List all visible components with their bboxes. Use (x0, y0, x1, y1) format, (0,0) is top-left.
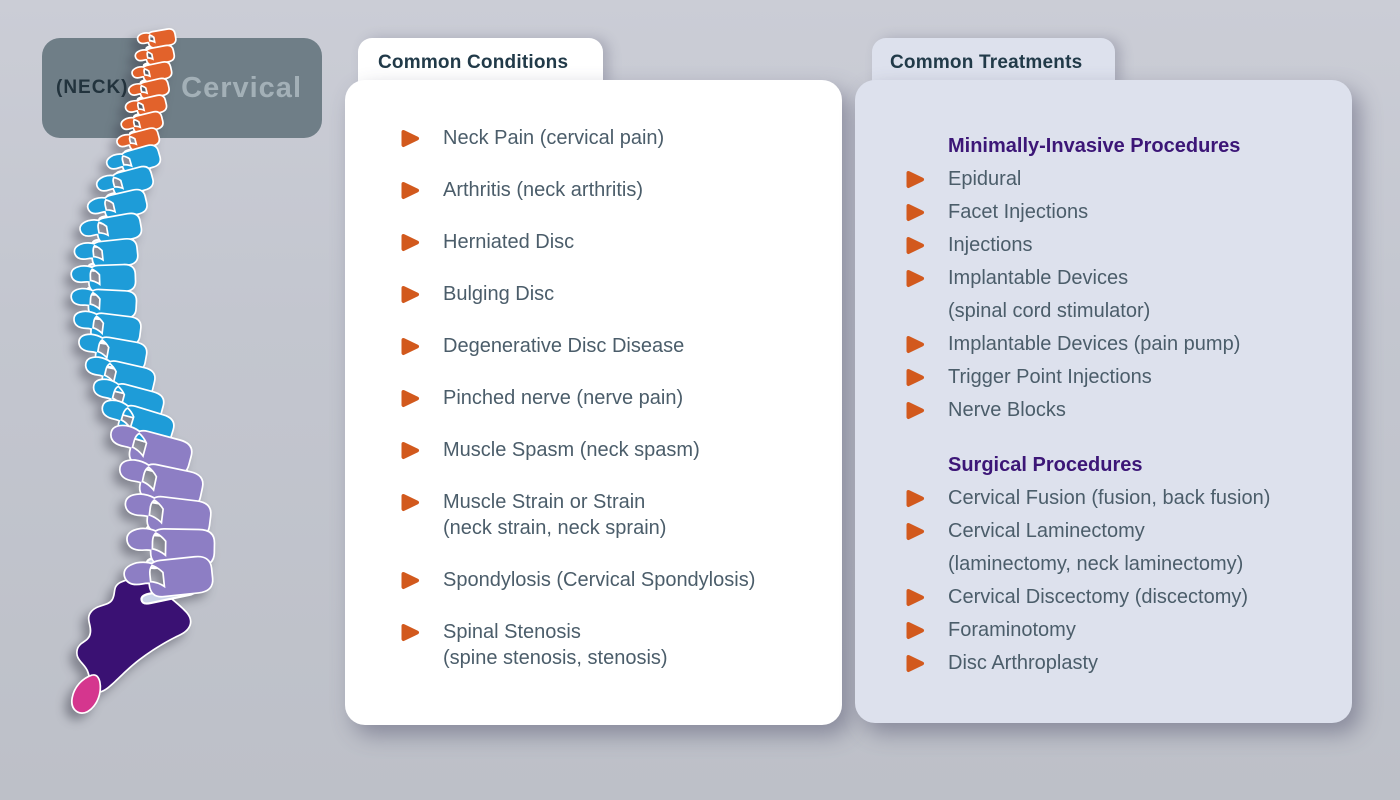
treatment-item (905, 614, 1328, 647)
item-subtext: (laminectomy, neck laminectomy) (948, 553, 1244, 575)
item-text: Herniated Disc (443, 231, 575, 253)
condition-item (400, 177, 812, 203)
condition-item (400, 229, 812, 255)
arrow-bullet-icon (400, 441, 421, 460)
treatment-section-heading: Surgical Procedures (948, 454, 1143, 476)
region-sublabel: (NECK) (56, 77, 129, 98)
treatments-sections (905, 130, 1328, 680)
condition-item (400, 281, 812, 307)
item-text: Facet Injections (948, 201, 1089, 223)
treatment-item (905, 394, 1328, 427)
condition-item (400, 437, 812, 463)
condition-item (400, 489, 812, 541)
common-conditions-card (345, 80, 842, 725)
arrow-bullet-icon (905, 522, 926, 541)
item-text: Cervical Discectomy (discectomy) (948, 586, 1249, 608)
item-text: Cervical Laminectomy (948, 520, 1145, 542)
item-text: Pinched nerve (nerve pain) (443, 387, 684, 409)
item-text: Spinal Stenosis (443, 621, 581, 643)
arrow-bullet-icon (400, 623, 421, 642)
item-text: Degenerative Disc Disease (443, 335, 685, 357)
item-text: Epidural (948, 168, 1022, 190)
condition-item (400, 567, 812, 593)
treatment-item (905, 163, 1328, 196)
item-subtext: (spinal cord stimulator) (948, 300, 1151, 322)
conditions-list (400, 125, 812, 671)
item-text: Muscle Spasm (neck spasm) (443, 439, 700, 461)
condition-item (400, 619, 812, 671)
item-text: Trigger Point Injections (948, 366, 1152, 388)
item-text: Injections (948, 234, 1033, 256)
item-text: Cervical Fusion (fusion, back fusion) (948, 487, 1271, 509)
arrow-bullet-icon (400, 233, 421, 252)
spine-illustration[interactable] (0, 0, 340, 760)
item-text: Foraminotomy (948, 619, 1076, 641)
treatment-item (905, 482, 1328, 515)
arrow-bullet-icon (905, 654, 926, 673)
item-text: Muscle Strain or Strain (443, 491, 646, 513)
item-text: Spondylosis (Cervical Spondylosis) (443, 569, 756, 591)
spine-segment-coccyx[interactable] (73, 676, 100, 712)
arrow-bullet-icon (905, 368, 926, 387)
region-name: Cervical (181, 71, 302, 104)
item-text: Neck Pain (cervical pain) (443, 127, 665, 149)
spine-segment-lumbar[interactable] (106, 423, 214, 599)
arrow-bullet-icon (400, 285, 421, 304)
condition-item (400, 125, 812, 151)
item-text: Bulging Disc (443, 283, 555, 305)
arrow-bullet-icon (400, 493, 421, 512)
tab-common-treatments-label: Common Treatments (890, 52, 1083, 73)
spine-segment-thoracic[interactable] (71, 144, 175, 448)
item-subtext: (neck strain, neck sprain) (443, 517, 667, 539)
common-treatments-card (855, 80, 1352, 723)
item-text: Implantable Devices (pain pump) (948, 333, 1241, 355)
treatment-item (905, 515, 1328, 581)
condition-item (400, 333, 812, 359)
treatment-item (905, 262, 1328, 328)
arrow-bullet-icon (905, 236, 926, 255)
arrow-bullet-icon (400, 571, 421, 590)
arrow-bullet-icon (905, 203, 926, 222)
item-subtext: (spine stenosis, stenosis) (443, 647, 668, 669)
arrow-bullet-icon (905, 401, 926, 420)
treatment-item (905, 581, 1328, 614)
treatment-item (905, 647, 1328, 680)
treatment-section (905, 130, 1328, 427)
treatment-item (905, 196, 1328, 229)
arrow-bullet-icon (400, 337, 421, 356)
treatment-item (905, 328, 1328, 361)
treatment-item (905, 229, 1328, 262)
condition-item (400, 385, 812, 411)
arrow-bullet-icon (400, 129, 421, 148)
treatment-item (905, 361, 1328, 394)
arrow-bullet-icon (400, 181, 421, 200)
arrow-bullet-icon (400, 389, 421, 408)
item-text: Arthritis (neck arthritis) (443, 179, 644, 201)
item-text: Nerve Blocks (948, 399, 1066, 421)
arrow-bullet-icon (905, 621, 926, 640)
arrow-bullet-icon (905, 269, 926, 288)
item-text: Implantable Devices (948, 267, 1129, 289)
arrow-bullet-icon (905, 335, 926, 354)
treatment-section (905, 449, 1328, 680)
tab-common-conditions-label: Common Conditions (378, 52, 569, 73)
arrow-bullet-icon (905, 489, 926, 508)
arrow-bullet-icon (905, 170, 926, 189)
treatment-section-heading: Minimally-Invasive Procedures (948, 135, 1241, 157)
arrow-bullet-icon (905, 588, 926, 607)
item-text: Disc Arthroplasty (948, 652, 1099, 674)
